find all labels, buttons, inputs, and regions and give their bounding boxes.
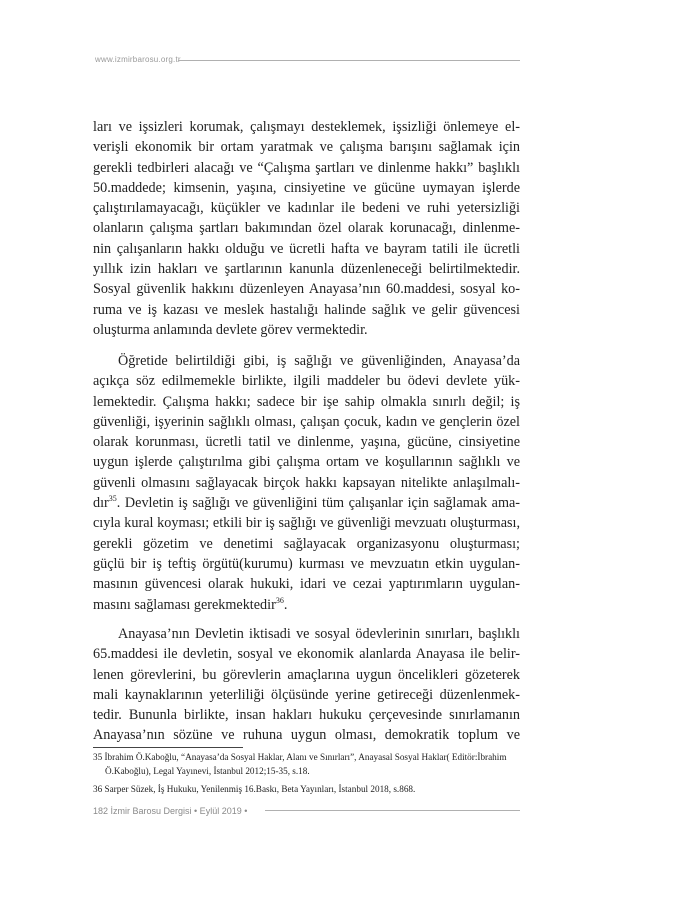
- paragraph-line: 65.maddesi ile devletin, sosyal ve ekonomik alanlarda Anayasa ile belir-: [93, 646, 520, 663]
- footnote-separator: [93, 747, 243, 748]
- text-fragment: .: [283, 596, 288, 613]
- paragraph-line: uygun işlerde çalıştırılma gibi çalışma ortam ve koşullarının sağlıklı ve: [93, 454, 520, 471]
- paragraph-line: gerekli gözetim ve denetimi sağlayacak organizasyonu oluşturması;: [93, 535, 520, 552]
- footnote-line: [93, 783, 520, 797]
- paragraph-line: tedir. Bununla birlikte, insan hakları hukuku çerçevesinde sınırlamanın: [93, 707, 520, 724]
- paragraph-line: lenen görevlerini, bu görevlerin amaçlarına uygun öncelikleri gözeterek: [93, 666, 520, 683]
- footnote-ref-35[interactable]: 35: [108, 494, 117, 504]
- paragraph-line: Sosyal güvenlik hakkını düzenleyen Anayasa’nın 60.maddesi, sosyal ko-: [93, 281, 520, 298]
- paragraph-line: güvenli olmasını sağlayacak birçok hakkı kapsayan nitelikte anlaşılmalı-: [93, 474, 520, 491]
- paragraph-line: Anayasa’nın Devletin iktisadi ve sosyal ödevlerinin sınırları, başlıklı: [118, 626, 520, 642]
- paragraph-line: açıkça söz edilmemekle birlikte, ilgili maddeler bu ödevi devlete yük-: [93, 373, 520, 390]
- paragraph-line-with-ref: [93, 493, 520, 513]
- header-url: www.izmirbarosu.org.tr: [95, 55, 181, 64]
- footnote-number: 35: [93, 752, 103, 762]
- paragraph-line: güçlü bir iş teftiş örgütü(kurumu) kurması ve mevzuatın etkin uygulan-: [93, 555, 520, 572]
- paragraph-line: cıyla kural koyması; etkili bir iş sağlığı ve güvenliği mevzuatı oluşturması,: [93, 515, 520, 532]
- paragraph-line: 50.maddede; kimsenin, yaşına, cinsiyetine ve gücüne uymayan işlerde: [93, 179, 520, 196]
- header-rule: [178, 60, 520, 61]
- paragraph-line: masının güvencesi olarak hukuki, idari ve cezai yaptırımların uygulan-: [93, 576, 520, 593]
- footnote-text: Sarper Süzek, İş Hukuku, Yenilenmiş 16.Baskı, Beta Yayınları, İstanbul 2018, s.868.: [104, 784, 416, 794]
- paragraph-line: oluşturma anlamında devlete görev vermektedir.: [93, 321, 368, 338]
- paragraph-1: [93, 117, 520, 340]
- paragraph-line: verişli ekonomik bir ortam yaratmak ve çalışma barışını sağlamak için: [93, 139, 520, 156]
- paragraph-line: olanların çalışma şartları bakımından özel olarak korunacağı, dinlenme-: [93, 220, 520, 237]
- footnote-text: İbrahim Ö.Kaboğlu, “Anayasa’da Sosyal Haklar, Alanı ve Sınırları”, Anayasal Sosyal Haklar( Editör:İbrahim: [104, 752, 507, 762]
- paragraph-3: [93, 624, 520, 746]
- footnote-line: [93, 751, 520, 765]
- paragraph-line-with-ref: [93, 595, 520, 615]
- paragraph-line: nin çalışanların hakkı olduğu ve ücretli hafta ve bayram tatili ile ücretli: [93, 240, 520, 257]
- paragraph-line: lemektedir. Çalışma hakkı; sadece bir işe sahip olmakla sınırlı değil; iş: [93, 393, 520, 410]
- footnote-line: Ö.Kaboğlu), Legal Yayınevi, İstanbul 2012;15-35, s.18.: [105, 765, 310, 776]
- text-fragment: . Devletin iş sağlığı ve güvenliğini tüm çalışanlar için sağlamak ama-: [116, 495, 520, 512]
- paragraph-line: olarak korunması, ücretli tatil ve dinlenme, yaşına, gücüne, cinsiyetine: [93, 434, 520, 451]
- page-footer: 182 İzmir Barosu Dergisi • Eylül 2019 •: [93, 806, 248, 816]
- footer-rule: [265, 810, 520, 811]
- paragraph-line: ruma ve iş kazası ve meslek hastalığı halinde sağlık ve gelir güvencesi: [93, 301, 520, 318]
- paragraph-line: mali kaynaklarının yeterliliği ölçüsünde yerine getireceği düzenlenmek-: [93, 686, 520, 703]
- text-fragment: masını sağlaması gerekmektedir: [93, 596, 276, 613]
- text-fragment: dır: [93, 495, 109, 512]
- paragraph-line: çalıştırılamayacağı, küçükler ve kadınlar ile bedeni ve ruhi yetersizliği: [93, 200, 520, 217]
- paragraph-line: yıllık izin hakları ve şartlarının kanunla düzenleneceği belirtilmektedir.: [93, 261, 520, 278]
- paragraph-line: Anayasa’nın sözüne ve ruhuna uygun olması, demokratik toplum ve: [93, 727, 520, 744]
- paragraph-line: ları ve işsizleri korumak, çalışmayı desteklemek, işsizliği önlemeye el-: [93, 119, 520, 135]
- footnote-35: [93, 751, 520, 778]
- paragraph-line: Öğretide belirtildiği gibi, iş sağlığı ve güvenliğinden, Anayasa’da: [118, 353, 520, 369]
- paragraph-line: güvenliği, işyerinin sağlıklı olması, çalışan çocuk, kadın ve gençlerin özel: [93, 413, 520, 430]
- paragraph-line: gerekli tedbirleri alacağı ve “Çalışma şartları ve dinlenme hakkı” başlıklı: [93, 159, 520, 176]
- footnote-36: [93, 783, 520, 797]
- footnote-ref-36[interactable]: 36: [275, 595, 284, 605]
- footnote-number: 36: [93, 784, 103, 794]
- paragraph-2: [93, 351, 520, 615]
